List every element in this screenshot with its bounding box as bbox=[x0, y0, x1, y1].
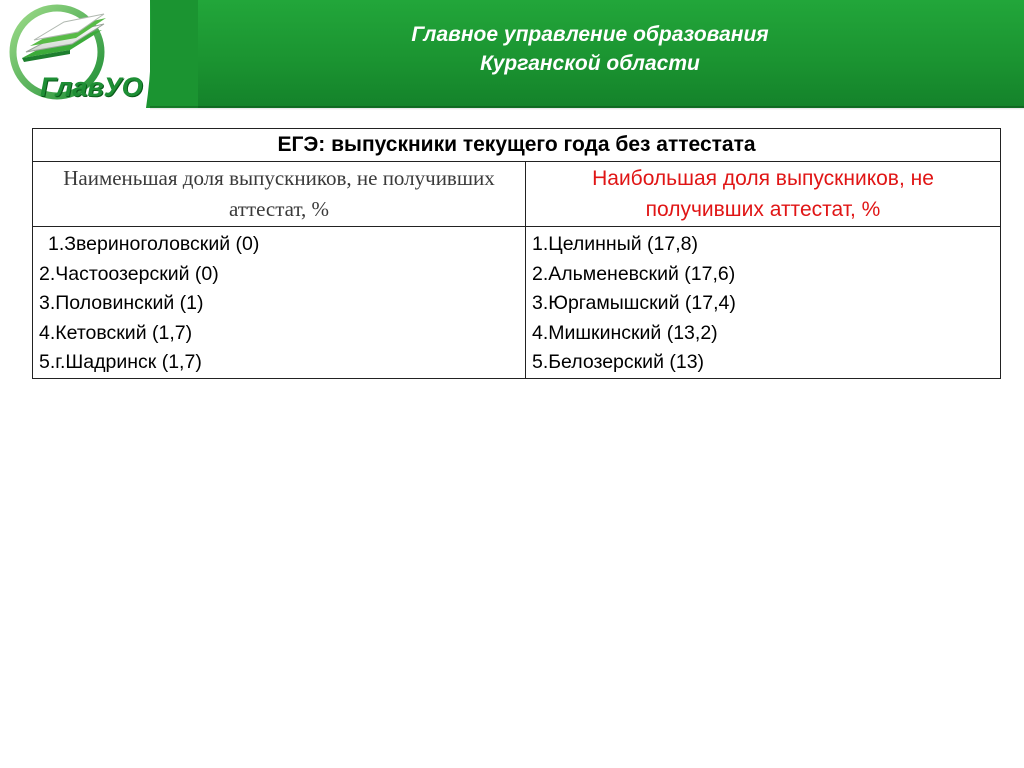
list-item: 2.Альменевский (17,6) bbox=[532, 262, 736, 285]
list-item: 5.г.Шадринск (1,7) bbox=[39, 351, 202, 373]
logo bbox=[0, 0, 160, 108]
list-item: 2.Частоозерский (0) bbox=[39, 262, 219, 285]
header-shadow bbox=[150, 106, 1024, 110]
logo-text: ГлавУО bbox=[40, 72, 143, 102]
title-line-2: Курганской области bbox=[480, 52, 700, 75]
table-caption: ЕГЭ: выпускники текущего года без аттестата bbox=[33, 129, 1001, 162]
highest-list bbox=[526, 227, 1001, 379]
title-line-1: Главное управление образования bbox=[411, 23, 769, 46]
list-item: 4.Мишкинский (13,2) bbox=[532, 321, 718, 344]
lowest-list bbox=[33, 227, 526, 379]
list-item: 3.Юргамышский (17,4) bbox=[532, 292, 736, 314]
list-item: 3.Половинский (1) bbox=[39, 292, 204, 314]
column-header-lowest: Наименьшая доля выпускников, не получивших аттестат, % bbox=[33, 162, 526, 227]
column-header-highest: Наибольшая доля выпускников, не получивших аттестат, % bbox=[526, 162, 1001, 227]
page-title bbox=[300, 20, 880, 78]
results-table bbox=[32, 128, 1001, 379]
list-item: 1.Звериноголовский (0) bbox=[48, 233, 260, 255]
list-item: 4.Кетовский (1,7) bbox=[39, 321, 193, 344]
list-item: 1.Целинный (17,8) bbox=[532, 233, 698, 255]
list-item: 5.Белозерский (13) bbox=[532, 351, 705, 373]
header bbox=[0, 0, 1024, 108]
